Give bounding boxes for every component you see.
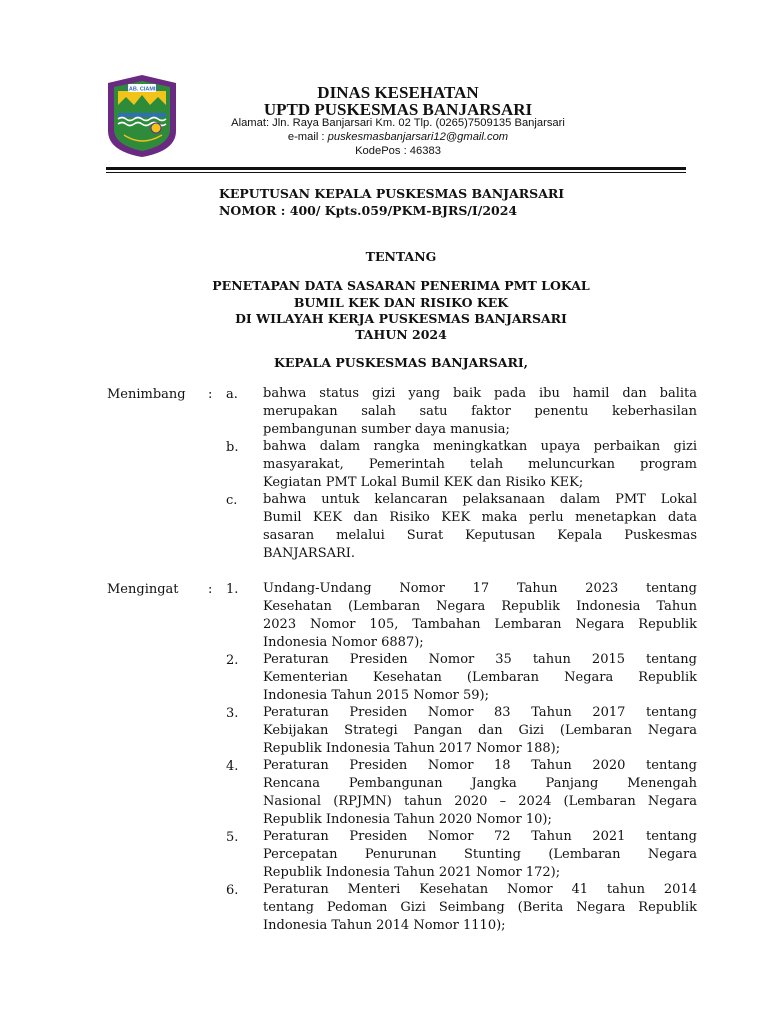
text-line: Peraturan Presiden Nomor 83 Tahun 2017 tentang (263, 705, 697, 720)
mengingat-label: Mengingat (107, 582, 179, 597)
menimbang-item-marker: c. (226, 493, 238, 508)
text-line: sasaran melalui Surat Keputusan Kepala Puskesmas (263, 528, 697, 543)
text-line: Republik Indonesia Tahun 2017 Nomor 188); (263, 741, 561, 756)
mengingat-item-marker: 4. (226, 759, 239, 774)
mengingat-item-marker: 6. (226, 883, 239, 898)
letterhead-agency: DINAS KESEHATAN (317, 83, 479, 102)
menimbang-item (263, 438, 697, 492)
decree-number: NOMOR : 400/ Kpts.059/PKM-BJRS/I/2024 (219, 203, 518, 218)
mengingat-item-marker: 3. (226, 706, 239, 721)
text-line: Percepatan Penurunan Stunting (Lembaran Negara (263, 847, 697, 862)
decree-title: KEPUTUSAN KEPALA PUSKESMAS BANJARSARI (219, 186, 565, 201)
email-address: puskesmasbanjarsari12@gmail.com (327, 131, 509, 143)
decree-tentang: TENTANG (365, 249, 437, 264)
mengingat-item (263, 704, 697, 758)
menimbang-item-marker: b. (226, 440, 239, 455)
letterhead-divider-thin (106, 172, 686, 173)
letterhead-email-line (198, 131, 598, 143)
text-line: 2023 Nomor 105, Tambahan Lembaran Negara Republik (263, 617, 697, 632)
menimbang-item (263, 385, 697, 439)
text-line: Indonesia Tahun 2015 Nomor 59); (263, 688, 490, 703)
menimbang-colon: : (208, 387, 213, 402)
text-line: bahwa status gizi yang baik pada ibu hamil dan balita (263, 386, 697, 401)
text-line: Peraturan Menteri Kesehatan Nomor 41 tahun 2014 (263, 882, 697, 897)
text-line: Peraturan Presiden Nomor 18 Tahun 2020 tentang (263, 758, 697, 773)
text-line: Kementerian Kesehatan (Lembaran Negara Republik (263, 670, 697, 685)
decree-subject-line: DI WILAYAH KERJA PUSKESMAS BANJARSARI (235, 311, 567, 326)
mengingat-item (263, 580, 697, 652)
decree-subject-line: PENETAPAN DATA SASARAN PENERIMA PMT LOKAL (212, 278, 590, 293)
mengingat-item-marker: 1. (226, 582, 239, 597)
text-line: Kebijakan Strategi Pangan dan Gizi (Lembaran Negara (263, 723, 697, 738)
text-line: Republik Indonesia Tahun 2021 Nomor 172); (263, 865, 561, 880)
text-line: Peraturan Presiden Nomor 72 Tahun 2021 tentang (263, 829, 697, 844)
menimbang-label: Menimbang (107, 387, 186, 402)
letterhead-address: Alamat: Jln. Raya Banjarsari Km. 02 Tlp. (0265)7509135 Banjarsari (231, 117, 565, 129)
text-line: Kesehatan (Lembaran Negara Republik Indonesia Tahun (263, 599, 697, 614)
text-line: Kegiatan PMT Lokal Bumil KEK dan Risiko KEK; (263, 475, 584, 490)
decree-subject-line: BUMIL KEK DAN RISIKO KEK (293, 295, 509, 310)
logo-caption: KAB. CIAMIS (124, 86, 160, 93)
text-line: Undang-Undang Nomor 17 Tahun 2023 tentang (263, 581, 697, 596)
letterhead-divider-thick (106, 167, 686, 170)
decree-authority: KEPALA PUSKESMAS BANJARSARI, (273, 355, 529, 370)
mengingat-colon: : (208, 582, 213, 597)
text-line: bahwa dalam rangka meningkatkan upaya perbaikan gizi (263, 439, 697, 454)
email-label: e-mail : (287, 131, 328, 143)
text-line: Rencana Pembangunan Jangka Panjang Menengah (263, 776, 697, 791)
text-line: BANJARSARI. (263, 546, 356, 561)
text-line: Indonesia Nomor 6887); (263, 635, 424, 650)
mengingat-item (263, 828, 697, 882)
letterhead-postcode: KodePos : 46383 (355, 145, 441, 157)
decree-subject-line: TAHUN 2024 (355, 327, 447, 342)
text-line: Bumil KEK dan Risiko KEK maka perlu menetapkan data (263, 510, 697, 525)
text-line: merupakan salah satu faktor penentu keberhasilan (263, 404, 697, 419)
text-line: Nasional (RPJMN) tahun 2020 – 2024 (Lembaran Negara (263, 794, 697, 809)
letterhead-unit: UPTD PUSKESMAS BANJARSARI (263, 100, 533, 119)
mengingat-item-marker: 2. (226, 653, 239, 668)
text-line: masyarakat, Pemerintah telah meluncurkan program (263, 457, 697, 472)
mengingat-item (263, 651, 697, 705)
text-line: bahwa untuk kelancaran pelaksanaan dalam PMT Lokal (263, 492, 697, 507)
text-line: Republik Indonesia Tahun 2020 Nomor 10); (263, 812, 552, 827)
text-line: Peraturan Presiden Nomor 35 tahun 2015 tentang (263, 652, 697, 667)
menimbang-item-marker: a. (226, 387, 238, 402)
mengingat-item (263, 757, 697, 829)
kabupaten-ciamis-logo (104, 73, 180, 159)
mengingat-item (263, 881, 697, 935)
mengingat-item-marker: 5. (226, 830, 239, 845)
menimbang-item (263, 491, 697, 563)
text-line: pembangunan sumber daya manusia; (263, 422, 510, 437)
text-line: Indonesia Tahun 2014 Nomor 1110); (263, 918, 506, 933)
text-line: tentang Pedoman Gizi Seimbang (Berita Negara Republik (263, 900, 697, 915)
